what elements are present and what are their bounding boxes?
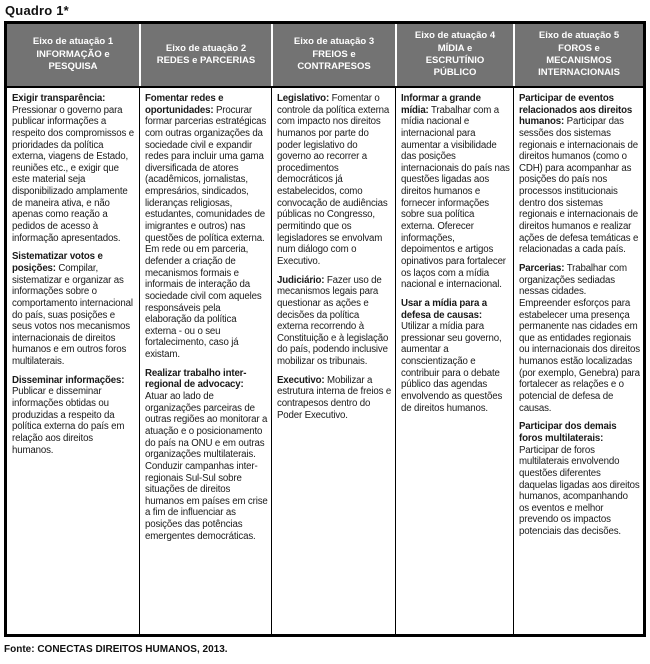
paragraph	[12, 375, 136, 456]
column-body-1	[7, 88, 139, 634]
paragraph-text: Trabalhar com a mídia nacional e internacional para aumentar a visibilidade das posições internacionais do país nas questões ligadas aos direitos humanos e fornecer informações sobre sua política externa. Oferecer informações, depoimentos e artigos opinativos para fortalecer os laços com a mídia nacional e internacional.	[401, 104, 510, 291]
header-line: Eixo de atuação 4	[414, 30, 496, 42]
paragraph-lead: Participar de eventos relacionados aos direitos humanos:	[519, 93, 633, 128]
paragraph-text: Procurar formar parcerias estratégicas com outras organizações da sociedade civil e expandir redes para incluir uma gama diversificada de atores (acadêmicos, jornalistas, empresários, sindicados, lideranças religiosas, estudantes, comunidades de imigrantes e outros) nas questões de política externa. Em rede ou em parceria, defender a criação de mecanismos formais e informais de interação da sociedade civil com aqueles responsáveis pela elaboração da política externa - ou o seu fortalecimento, caso já existam.	[145, 104, 267, 361]
paragraph-lead: Exigir transparência:	[12, 93, 106, 104]
paragraph-text: Participar das sessões dos sistemas regionais e internacionais de direitos humanos (como o CDH) para acompanhar as posições do país nos processos institucionais dentro dos sistemas regionais e internacionais de direitos humanos e realizar ações de defesa temáticas e relacionadas a cada país.	[519, 116, 639, 256]
paragraph	[519, 421, 640, 537]
column-body-2	[139, 88, 271, 634]
header-line: CONTRAPESOS	[297, 61, 371, 73]
column-header-2	[139, 24, 271, 86]
paragraph-text: Publicar e disseminar informações obtidas ou produzidas a respeito da política externa do país em relação aos direitos humanos.	[12, 386, 125, 456]
paragraph-lead: Judiciário:	[277, 274, 325, 286]
header-line: REDES e PARCERIAS	[156, 55, 256, 66]
header-line: Eixo de atuação 2	[165, 42, 247, 54]
column-header-3	[271, 24, 395, 86]
paragraph-text: Participar de foros multilaterais envolvendo questões diferentes daquelas ligadas aos direitos humanos, acompanhando os eventos e melhor prevendo os impactos potenciais das decisões.	[519, 444, 640, 538]
header-line: INTERNACIONAIS	[538, 67, 620, 79]
paragraph	[12, 251, 136, 367]
column-body-5	[513, 88, 643, 634]
paragraph-lead: Fomentar redes e oportunidades:	[145, 93, 224, 116]
paragraph-lead: Legislativo:	[277, 93, 330, 104]
paragraph-text: Compilar, sistematizar e organizar as informações sobre o comportamento internacional do país, suas posições e seus votos nos mecanismos internacionais de direitos humanos e em outros foros multilaterais.	[12, 262, 133, 368]
header-line: FOROS e	[558, 42, 600, 54]
column-body-3	[271, 88, 395, 634]
header-line: FREIOS e	[312, 48, 356, 60]
paragraph	[401, 298, 510, 414]
table-body-row	[7, 88, 643, 634]
header-line: PESQUISA	[48, 61, 98, 73]
page-title: Quadro 1*	[5, 3, 69, 18]
paragraph	[145, 368, 268, 543]
table-header-row	[7, 24, 643, 88]
paragraph-text: Pressionar o governo para publicar informações a respeito dos compromissos e prioridades da política externa, viagens de Estado, reuniões etc., e exigir que este material seja disponibilizado amplamente de maneira ativa, e não apenas como reação a pedidos de acesso à informação apresentados.	[12, 104, 134, 244]
header-line: MÍDIA e	[437, 42, 473, 54]
paragraph-text: Mobilizar a estrutura interna de freios e contrapesos dentro do Poder Executivo.	[277, 374, 392, 421]
header-line: Eixo de atuação 5	[538, 30, 620, 42]
header-line: PÚBLICO	[433, 67, 477, 79]
paragraph	[277, 275, 392, 368]
paragraph-lead: Realizar trabalho inter-regional de advocacy:	[145, 367, 247, 391]
header-line: Eixo de atuação 1	[32, 36, 114, 48]
column-header-5	[513, 24, 643, 86]
header-line: ESCRUTÍNIO	[425, 55, 485, 66]
paragraph-text: Trabalhar com organizações sediadas nessas cidades. Empreender esforços para estabelecer uma presença permanente nas cidades em que as entidades regionais ou internacionais dos direitos humanos estão localizadas (por exemplo, Genebra) para fortalecer as relações e o potencial de defesa de causas.	[519, 262, 640, 414]
paragraph-text: Fazer uso de mecanismos legais para questionar as ações e decisões da política externa recorrendo à Constituição e à legislação do país, podendo inclusive mobilizar os tribunais.	[277, 274, 389, 368]
header-line: Eixo de atuação 3	[293, 36, 375, 48]
paragraph-lead: Informar a grande mídia:	[401, 93, 481, 116]
paragraph-lead: Sistematizar votos e posições:	[12, 251, 103, 274]
paragraph	[277, 375, 392, 422]
paragraph-text: Atuar ao lado de organizações parceiras de outras regiões ao monitorar a atuação e o posicionamento do país na ONU e em outras organizações multilaterais. Conduzir campanhas inter-regionais Sul-Sul sobre situações de direitos humanos em países em crise a fim de influenciar as posições das potências emergentes democráticas.	[145, 391, 268, 542]
paragraph	[277, 93, 392, 268]
paragraph-lead: Disseminar informações:	[12, 374, 125, 386]
header-line: INFORMAÇÃO e	[36, 48, 110, 60]
quadro-table	[4, 21, 646, 637]
column-header-1	[7, 24, 139, 86]
paragraph-text: Fomentar o controle da política externa com impacto nos direitos humanos por parte do poder legislativo do governo ao recorrer a procedimentos democráticos já estabelecidos, como convocação de audiências públicas no Congresso, permitindo que os legisladores se envolvam num diálogo com o Executivo.	[277, 93, 390, 267]
column-body-4	[395, 88, 513, 634]
paragraph-lead: Parcerias:	[519, 262, 565, 274]
paragraph-lead: Participar dos demais foros multilaterais:	[519, 421, 617, 444]
paragraph	[12, 93, 136, 244]
source-caption: Fonte: CONECTAS DIREITOS HUMANOS, 2013.	[4, 644, 228, 655]
paragraph	[519, 93, 640, 256]
header-line: MECANISMOS	[546, 55, 612, 66]
paragraph	[401, 93, 510, 291]
paragraph-lead: Usar a mídia para a defesa de causas:	[401, 297, 487, 321]
paragraph	[145, 93, 268, 361]
paragraph-text: Utilizar a mídia para pressionar seu governo, aumentar a conscientização e contribuir para o debate público das agendas envolvendo as questões de direitos humanos.	[401, 321, 503, 414]
column-header-4	[395, 24, 513, 86]
paragraph-lead: Executivo:	[277, 374, 325, 386]
paragraph	[519, 263, 640, 414]
